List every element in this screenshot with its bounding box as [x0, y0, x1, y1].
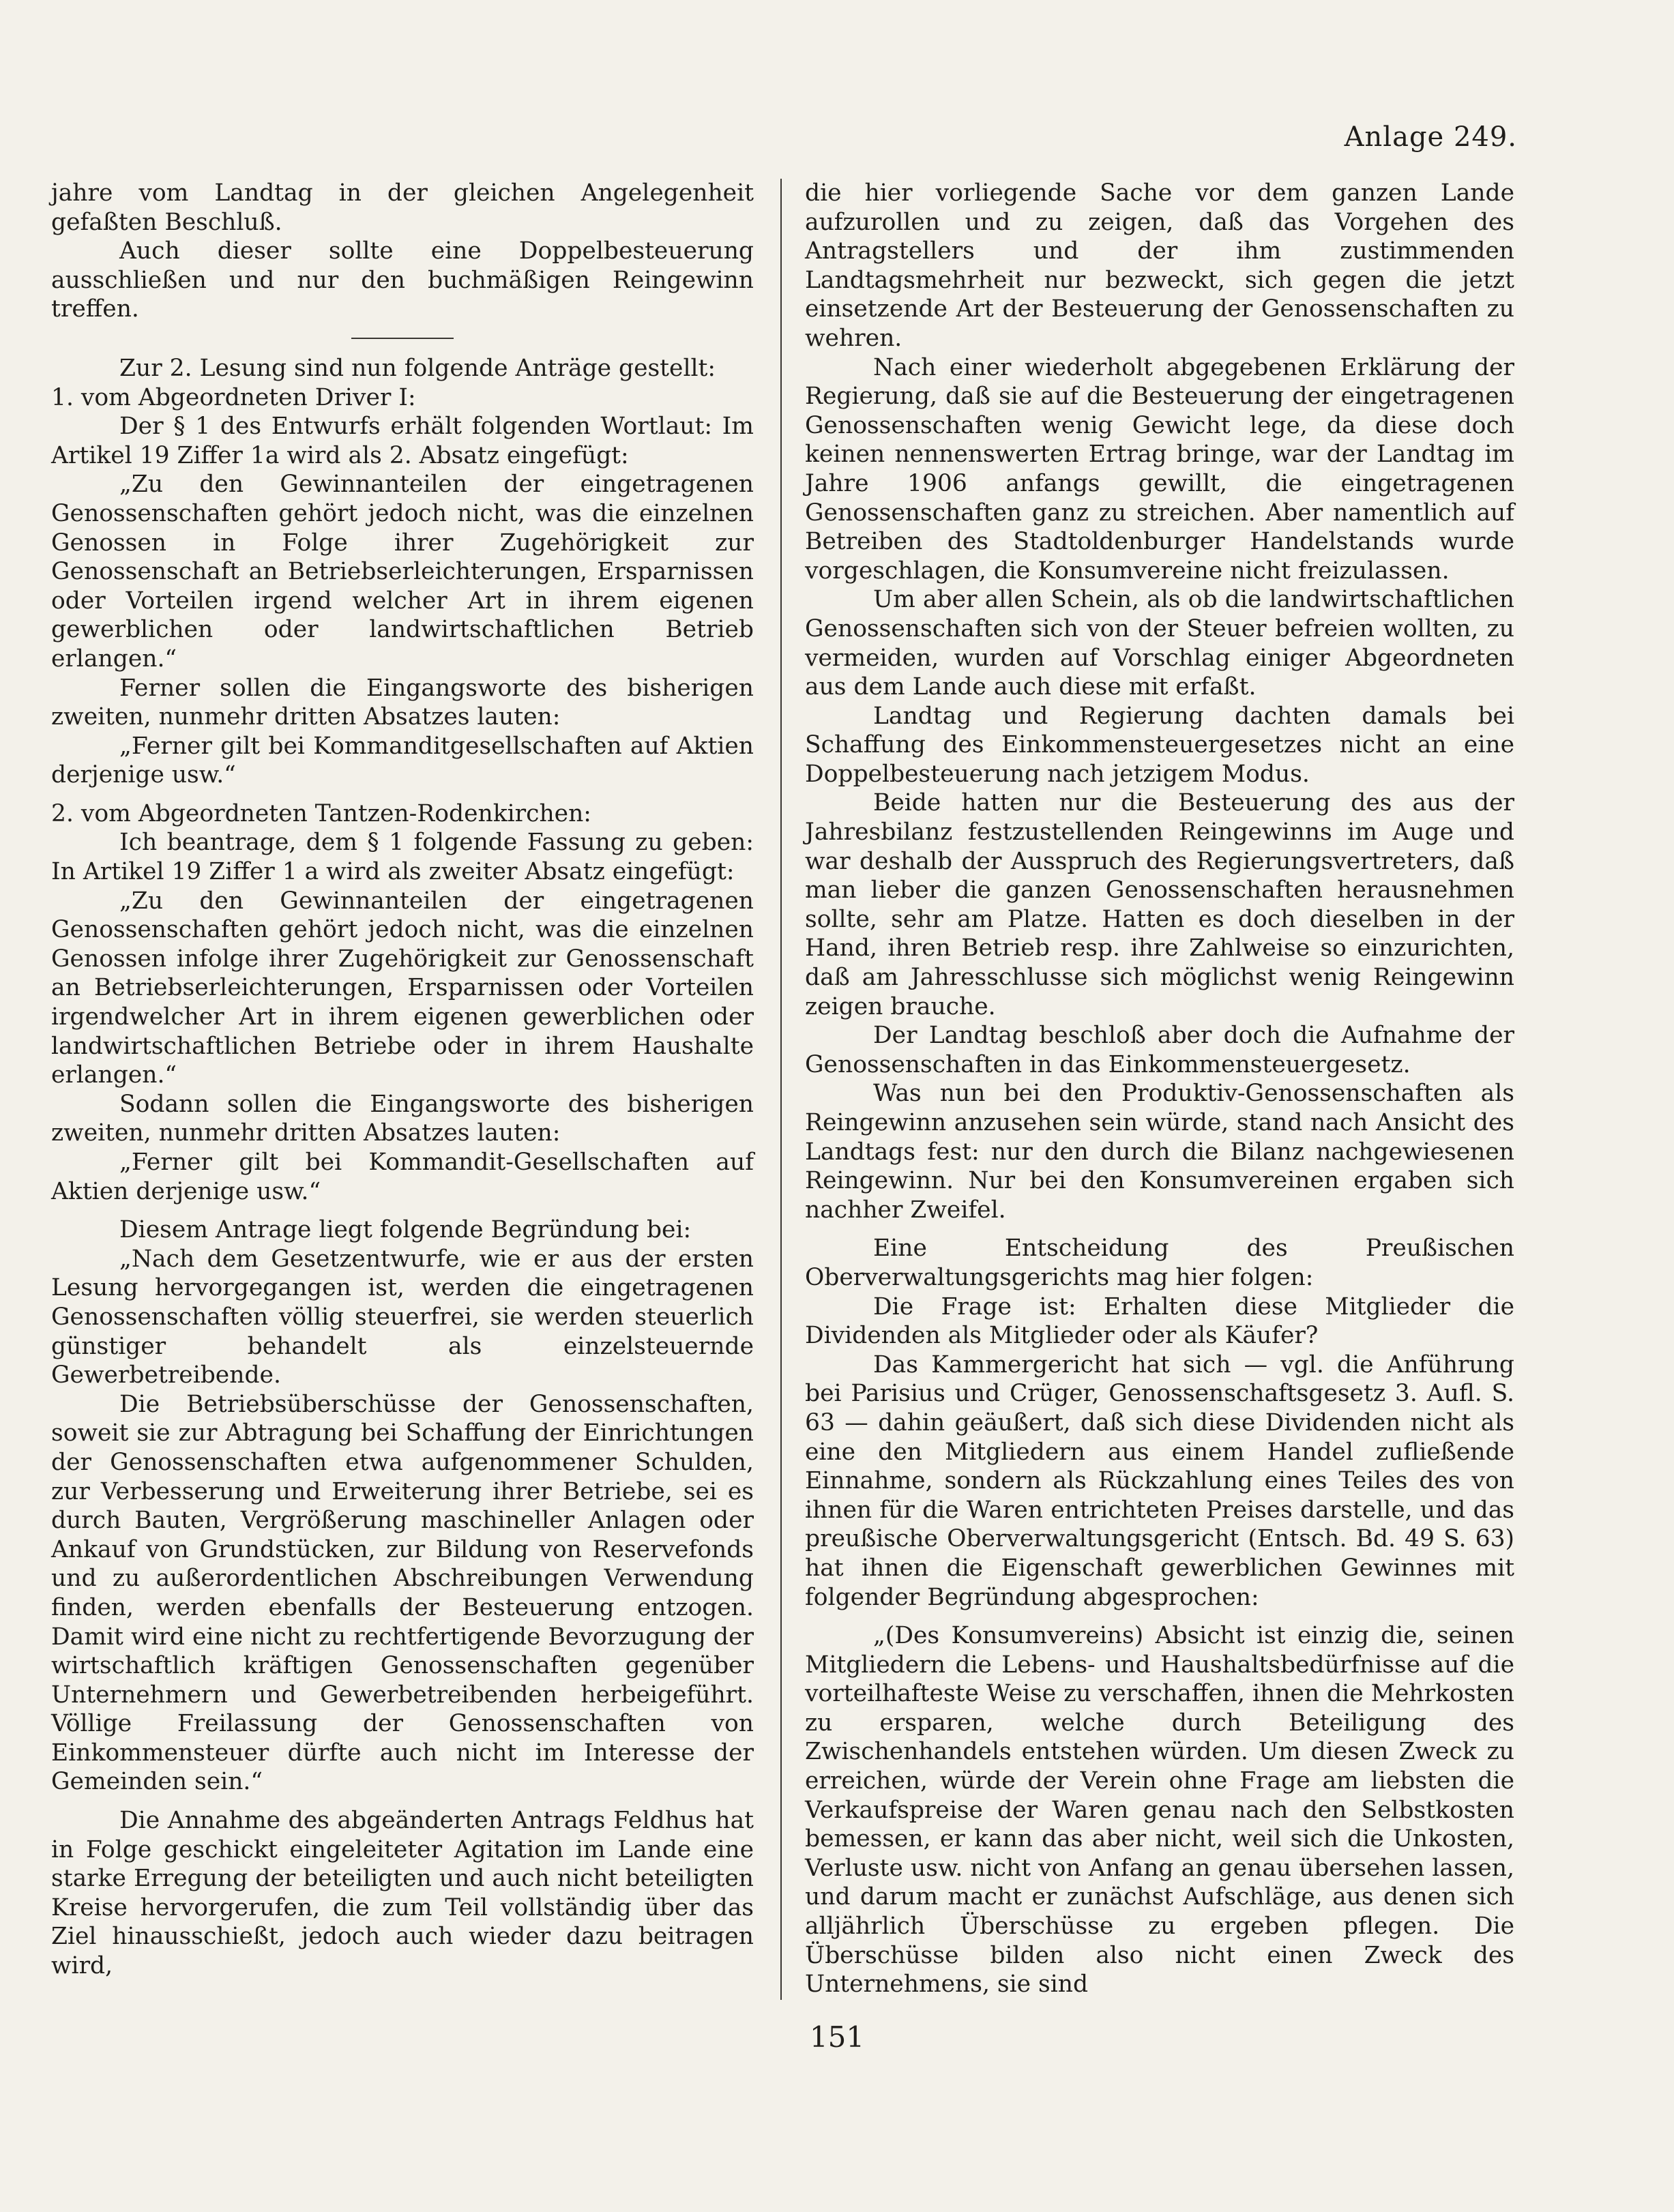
quote: „Zu den Gewinnanteilen der eingetragenen Genossenschaften gehört jedoch nicht, was die einzelnen Genossen in Folge ihrer Zugehörigkeit zur Genossenschaft an Betriebserleichterungen, Ersparnissen oder Vorteilen irgend welcher Art in ihrem eigenen gewerblichen oder landwirtschaftlichen Betrieb erlangen.“: [51, 471, 754, 673]
paragraph: Diesem Antrage liegt folgende Begründung bei:: [119, 1216, 692, 1244]
paragraph: Die Annahme des abgeänderten Antrags Feldhus hat in Folge geschickt eingeleiteter Agitation im Lande eine starke Erregung der beteiligten und auch nicht beteiligten Kreise hervorgerufen, die zum Teil vollständig über das Ziel hinausschießt, jedoch auch wieder dazu beitragen wird,: [51, 1807, 754, 1980]
column-divider: [780, 179, 782, 2000]
page-number: 151: [809, 2020, 865, 2054]
quote: Die Betriebsüberschüsse der Genossenschaften, soweit sie zur Abtragung bei Schaffung der Einrichtungen der Genossenschaften etwa aufgenommener Schulden, zur Verbesserung und Erweiterung ihrer Betriebe, sei es durch Bauten, Vergrößerung maschineller Anlagen oder Ankauf von Grundstücken, zur Bildung von Reservefonds und zu außerordentlichen Abschreibungen Verwendung finden, werden ebenfalls der Besteuerung entzogen. Damit wird eine nicht zu rechtfertigende Bevorzugung der wirtschaftlich kräftigen Genossenschaften gegenüber Unternehmern und Gewerbetreibenden herbeigeführt. Völlige Freilassung der Genossenschaften von Einkommensteuer dürfte auch nicht im Interesse der Gemeinden sein.“: [51, 1390, 754, 1796]
quote: Die Frage ist: Erhalten diese Mitglieder die Dividenden als Mitglieder oder als Käufer?: [805, 1293, 1514, 1350]
quote: „Ferner gilt bei Kommanditgesellschaften auf Aktien derjenige usw.“: [51, 732, 754, 789]
paragraph: Was nun bei den Produktiv-Genossenschaften als Reingewinn anzusehen sein würde, stand nach Ansicht des Landtags fest: nur den durch die Bilanz nachgewiesenen Reingewinn. Nur bei den Konsumvereinen ergaben sich nachher Zweifel.: [805, 1080, 1514, 1224]
page-header: Anlage 249.: [1344, 121, 1517, 153]
quote: „Nach dem Gesetzentwurfe, wie er aus der ersten Lesung hervorgegangen ist, werden die eingetragenen Genossenschaften völlig steuerfrei, sie werden steuerlich günstiger behandelt als einzelsteuernde Gewerbetreibende.: [51, 1245, 754, 1389]
left-column: [51, 179, 754, 1981]
quote: „(Des Konsumvereins) Absicht ist einzig die, seinen Mitgliedern die Lebens- und Haushaltsbedürfnisse auf die vorteilhafteste Weise zu verschaffen, ihnen die Mehrkosten zu ersparen, welche durch Beteiligung des Zwischenhandels entstehen würden. Um diesen Zweck zu erreichen, würde der Verein ohne Frage am liebsten die Verkaufspreise der Waren genau nach den Selbstkosten bemessen, er kann das aber nicht, weil sich die Unkosten, Verluste usw. nicht von Anfang an genau übersehen lassen, und darum macht er zunächst Aufschläge, aus denen sich alljährlich Überschüsse zu ergeben pflegen. Die Überschüsse bilden also nicht einen Zweck des Unternehmens, sie sind: [805, 1622, 1514, 1999]
section-divider: [351, 338, 454, 339]
paragraph: Beide hatten nur die Besteuerung des aus der Jahresbilanz festzustellenden Reingewinns im Auge und war deshalb der Ausspruch des Regierungsvertreters, daß man lieber die ganzen Genossenschaften herausnehmen sollte, sehr am Platze. Hatten es doch dieselben in der Hand, ihren Betrieb resp. ihre Zahlweise so einzurichten, daß am Jahresschlusse sich möglichst wenig Reingewinn zeigen brauche.: [805, 789, 1514, 1020]
paragraph: Der § 1 des Entwurfs erhält folgenden Wortlaut: Im Artikel 19 Ziffer 1a wird als 2. Absatz eingefügt:: [51, 413, 754, 469]
paragraph: Nach einer wiederholt abgegebenen Erklärung der Regierung, daß sie auf die Besteuerung der eingetragenen Genossenschaften wenig Gewicht lege, da diese doch keinen nennenswerten Ertrag bringe, war der Landtag im Jahre 1906 anfangs gewillt, die eingetragenen Genossenschaften ganz zu streichen. Aber namentlich auf Betreiben des Stadtoldenburger Handelstands wurde vorgeschlagen, die Konsumvereine nicht freizulassen.: [805, 353, 1514, 585]
paragraph: Der Landtag beschloß aber doch die Aufnahme der Genossenschaften in das Einkommensteuergesetz.: [805, 1022, 1514, 1078]
paragraph: Das Kammergericht hat sich — vgl. die Anführung bei Parisius und Crüger, Genossenschaftsgesetz 3. Aufl. S. 63 — dahin geäußert, daß sich diese Dividenden nicht als eine den Mitgliedern aus einem Handel zufließende Einnahme, sondern als Rückzahlung eines Teiles des von ihnen für die Waren entrichteten Preises darstelle, und das preußische Oberverwaltungsgericht (Entsch. Bd. 49 S. 63) hat ihnen die Eigenschaft gewerblichen Gewinnes mit folgender Begründung abgesprochen:: [805, 1351, 1514, 1611]
paragraph: Ferner sollen die Eingangsworte des bisherigen zweiten, nunmehr dritten Absatzes lauten:: [51, 674, 754, 731]
paragraph: Sodann sollen die Eingangsworte des bisherigen zweiten, nunmehr dritten Absatzes lauten:: [51, 1090, 754, 1147]
paragraph: jahre vom Landtag in der gleichen Angelegenheit gefaßten Beschluß.: [51, 179, 754, 236]
quote: „Zu den Gewinnanteilen der eingetragenen Genossenschaften gehört jedoch nicht, was die einzelnen Genossen infolge ihrer Zugehörigkeit zur Genossenschaft an Betriebserleichterungen, Ersparnissen oder Vorteilen irgendwelcher Art in ihrem eigenen gewerblichen oder landwirtschaftlichen Betriebe oder in ihrem Haushalte erlangen.“: [51, 887, 754, 1089]
paragraph: Um aber allen Schein, als ob die landwirtschaftlichen Genossenschaften sich von der Steuer befreien wollten, zu vermeiden, wurden auf Vorschlag einiger Abgeordneten aus dem Lande auch diese mit erfaßt.: [805, 586, 1514, 701]
paragraph: die hier vorliegende Sache vor dem ganzen Lande aufzurollen und zu zeigen, daß das Vorgehen des Antragstellers und der ihm zustimmenden Landtagsmehrheit nur bezweckt, sich gegen die jetzt einsetzende Art der Besteuerung der Genossenschaften zu wehren.: [805, 179, 1514, 352]
right-column: [805, 179, 1514, 1999]
paragraph: Zur 2. Lesung sind nun folgende Anträge gestellt:: [119, 354, 716, 382]
paragraph: Landtag und Regierung dachten damals bei Schaffung des Einkommensteuergesetzes nicht an eine Doppelbesteuerung nach jetzigem Modus.: [805, 702, 1514, 788]
list-item: 1. vom Abgeordneten Driver I:: [51, 383, 416, 411]
paragraph: Auch dieser sollte eine Doppelbesteuerung ausschließen und nur den buchmäßigen Reingewinn treffen.: [51, 237, 754, 323]
paragraph: Ich beantrage, dem § 1 folgende Fassung zu geben: In Artikel 19 Ziffer 1 a wird als zweiter Absatz eingefügt:: [51, 829, 754, 886]
quote: „Ferner gilt bei Kommandit-Gesellschaften auf Aktien derjenige usw.“: [51, 1149, 754, 1205]
list-item: 2. vom Abgeordneten Tantzen-Rodenkirchen:: [51, 799, 591, 827]
paragraph: Eine Entscheidung des Preußischen Oberverwaltungsgerichts mag hier folgen:: [805, 1235, 1514, 1291]
